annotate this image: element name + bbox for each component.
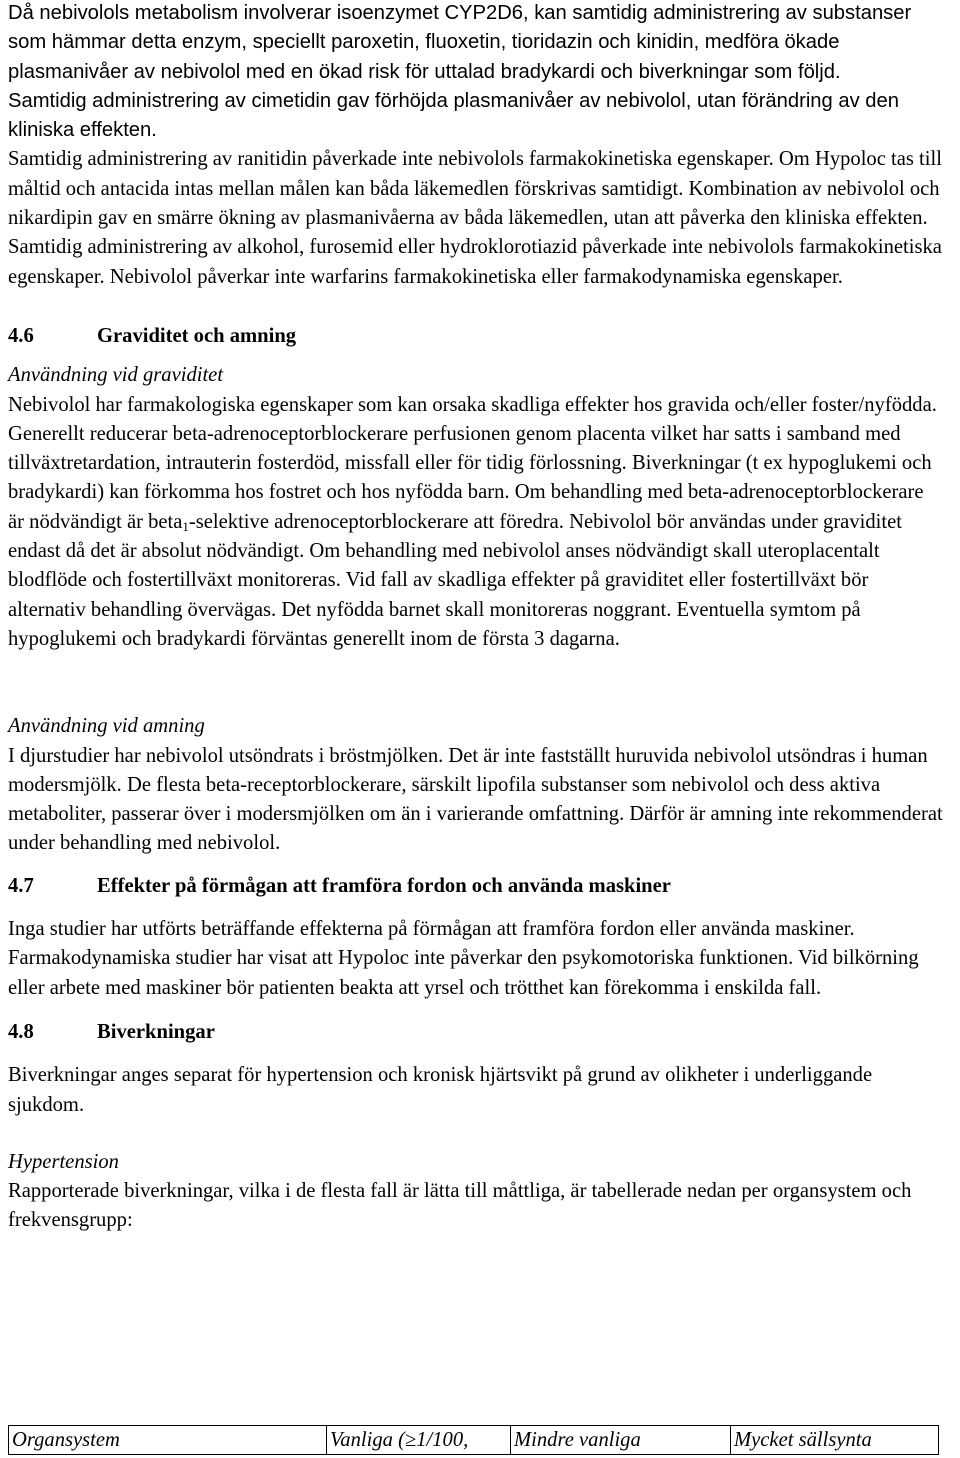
section-heading <box>8 872 956 901</box>
subheading-hypertension: Hypertension <box>8 1150 119 1173</box>
intro-paragraph-3: Samtidig administrering av ranitidin påverkade inte nebivolols farmakokinetiska egenskaper. Om Hypoloc tas till måltid och antacida intas mellan målen kan båda läkemedlen förskrivas samtidigt. Kombination av nebivolol och nikardipin gav en smärre ökning av plasmanivåerna av båda läkemedlen, utan att påverka den kliniska effekten. Samtidig administrering av alkohol, furosemid eller hydroklorotiazid påverkade inte nebivolols farmakokinetiska egenskaper. Nebivolol påverkar inte warfarins farmakokinetiska eller farmakodynamiska egenskaper. <box>8 148 942 288</box>
intro-paragraph-1: Då nebivolols metabolism involverar isoenzymet CYP2D6, kan samtidig administrering av substanser som hämmar detta enzym, speciellt paroxetin, fluoxetin, tioridazin och kinidin, medföra ökade plasmanivåer av nebivolol med en ökad risk för uttalad bradykardi och biverkningar som följd. <box>8 2 912 83</box>
section-title: Biverkningar <box>97 1020 215 1043</box>
section-4-8 <box>8 1018 956 1236</box>
section-heading <box>8 1018 956 1047</box>
table-header-row <box>9 1426 939 1455</box>
table-header-cell: Vanliga (≥1/100, <box>327 1426 511 1455</box>
hypertension-paragraph: Rapporterade biverkningar, vilka i de flesta fall är lätta till måttliga, är tabellerade nedan per organsystem och frekvensgrupp: <box>8 1180 912 1232</box>
table-header-cell: Organsystem <box>9 1426 327 1455</box>
section-number: 4.6 <box>8 324 34 347</box>
driving-paragraph: Inga studier har utförts beträffande effekterna på förmågan att framföra fordon eller använda maskiner. Farmakodynamiska studier har visat att Hypoloc inte påverkar den psykomotoriska funktionen. Vid bilkörning eller arbete med maskiner bör patienten beakta att yrsel och trötthet kan förekomma i enskilda fall. <box>8 918 919 999</box>
subheading-pregnancy: Användning vid graviditet <box>8 364 224 387</box>
document-page <box>8 0 956 1451</box>
pregnancy-paragraph: Nebivolol har farmakologiska egenskaper som kan orsaka skadliga effekter hos gravida och/eller foster/nyfödda. Generellt reducerar beta-adrenoceptorblockerare perfusionen genom placenta vilket har satts i samband med tillväxtretardation, intrauterin fosterdöd, missfall eller för tidig förlossning. Biverkningar (t ex hypoglukemi och bradykardi) kan förkomma hos fostret och hos nyfödda barn. Om behandling med beta-adrenoceptorblockerare är nödvändigt är beta$_1$-selektive adrenoceptorblockerare att föredra. Nebivolol bör användas under graviditet endast då det är absolut nödvändigt. Om behandling med nebivolol anses nödvändigt skall uteroplacentalt blodflöde och fostertillväxt monitoreras. Vid fall av skadliga effekter på graviditet eller fostertillväxt bör alternativ behandling övervägas. Det nyfödda barnet skall monitoreras noggrant. Eventuella symtom på hypoglukemi och bradykardi förväntas generellt inom de första 3 dagarna. <box>8 393 937 650</box>
side-effects-paragraph: Biverkningar anges separat för hypertension och kronisk hjärtsvikt på grund av olikheter i underliggande sjukdom. <box>8 1064 873 1116</box>
breastfeeding-paragraph: I djurstudier har nebivolol utsöndrats i bröstmjölken. Det är inte fastställt huruvida nebivolol utsöndras i human modersmjölk. De flesta beta-receptorblockerare, särskilt lipofila substanser som nebivolol och dess aktiva metaboliter, passerar över i modersmjölken om än i varierande omfattning. Därför är amning inte rekommenderat under behandling med nebivolol. <box>8 744 943 855</box>
intro-paragraph-2: Samtidig administrering av cimetidin gav förhöjda plasmanivåer av nebivolol, utan förändring av den kliniska effekten. <box>8 89 899 142</box>
section-number: 4.8 <box>8 1020 34 1043</box>
section-number: 4.7 <box>8 874 34 897</box>
table-header-cell: Mycket sällsynta <box>731 1426 939 1455</box>
table-header-cell: Mindre vanliga <box>511 1426 731 1455</box>
section-4-7 <box>8 872 956 1003</box>
section-4-6 <box>8 322 956 859</box>
section-title: Graviditet och amning <box>97 324 297 347</box>
subheading-breastfeeding: Användning vid amning <box>8 715 205 738</box>
frequency-table <box>8 1425 939 1455</box>
section-heading <box>8 322 956 351</box>
section-title: Effekter på förmågan att framföra fordon och använda maskiner <box>97 874 671 897</box>
